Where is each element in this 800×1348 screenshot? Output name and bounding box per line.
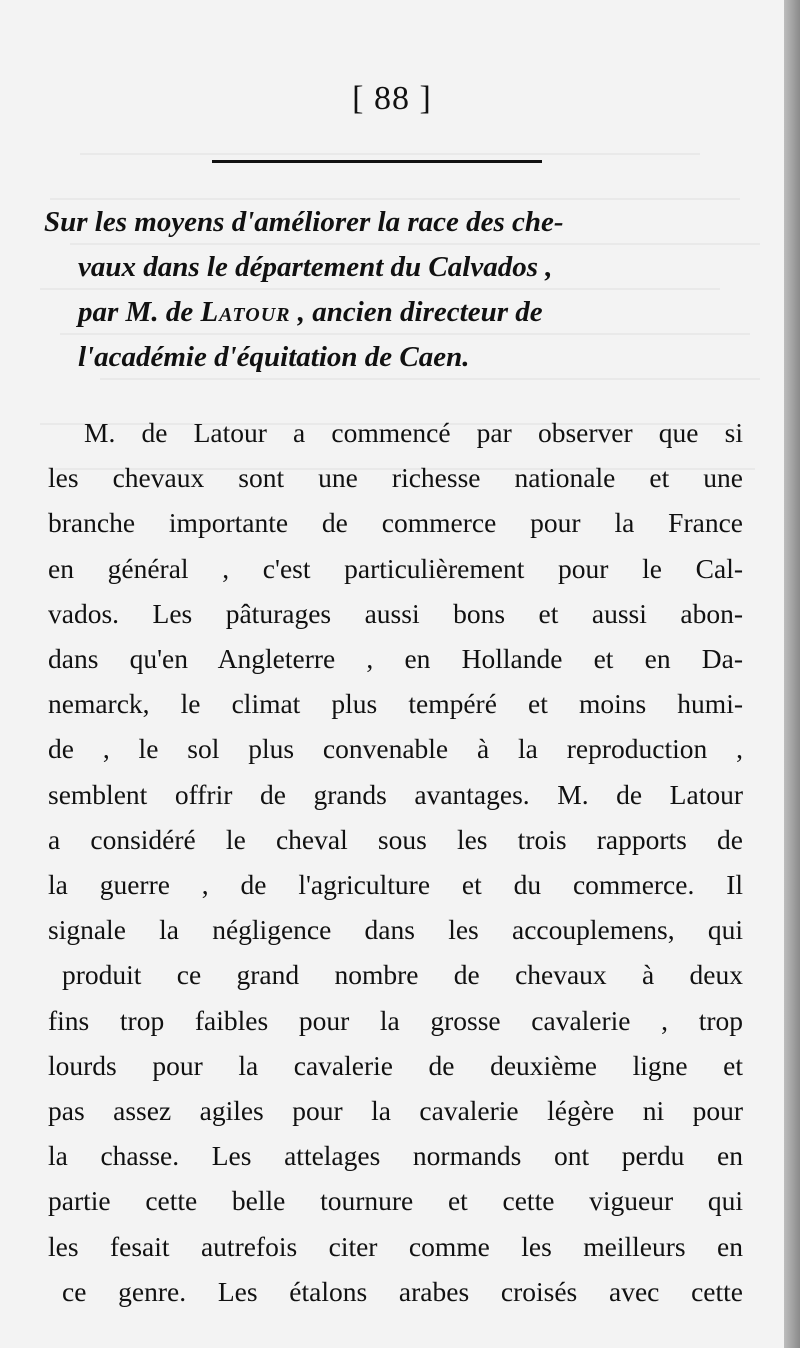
text-line: lourds pour la cavalerie de deuxième ligne et xyxy=(48,1049,743,1081)
heading-line-4: l'académie d'équitation de Caen. xyxy=(78,341,470,373)
page-number: [ 88 ] xyxy=(352,80,432,117)
text-line: M. de Latour a commencé par observer que si xyxy=(84,417,743,448)
text-line: de , le sol plus convenable à la reproduction , xyxy=(48,733,743,765)
text-line: fins trop faibles pour la grosse cavalerie , trop xyxy=(48,1004,743,1036)
text-line: ce genre. Les étalons arabes croisés avec cette xyxy=(62,1275,743,1307)
text-line: la chasse. Les attelages normands ont perdu en xyxy=(48,1140,743,1172)
heading-line-3-end: , ancien directeur de xyxy=(290,296,543,328)
text-line: partie cette belle tournure et cette vigueur qui xyxy=(48,1185,743,1217)
text-line: branche importante de commerce pour la France xyxy=(48,507,743,539)
text-line: les chevaux sont une richesse nationale et une xyxy=(48,462,743,494)
text-line: pas assez agiles pour la cavalerie légère ni pour xyxy=(48,1095,743,1127)
article-heading xyxy=(44,200,744,380)
body-paragraph xyxy=(48,410,743,1314)
text-line: vados. Les pâturages aussi bons et aussi abon- xyxy=(48,597,743,629)
book-spine-edge xyxy=(784,0,800,1348)
text-line: dans qu'en Angleterre , en Hollande et en Da- xyxy=(48,643,743,675)
text-line: en général , c'est particulièrement pour le Cal- xyxy=(48,552,743,584)
heading-line-3 xyxy=(44,290,744,335)
text-line: semblent offrir de grands avantages. M. de Latour xyxy=(48,778,743,810)
heading-line-2: vaux dans le département du Calvados , xyxy=(78,251,553,283)
text-line: produit ce grand nombre de chevaux à deux xyxy=(62,959,743,991)
title-rule xyxy=(212,160,542,163)
text-line: nemarck, le climat plus tempéré et moins humi- xyxy=(48,688,743,720)
heading-line-3-start: par M. de xyxy=(78,296,201,328)
author-name: Latour xyxy=(200,296,291,328)
heading-line-1: Sur les moyens d'améliorer la race des che- xyxy=(44,206,564,238)
text-line: la guerre , de l'agriculture et du commerce. Il xyxy=(48,869,743,901)
text-line: signale la négligence dans les accouplemens, qui xyxy=(48,914,743,946)
text-line: les fesait autrefois citer comme les meilleurs en xyxy=(48,1230,743,1262)
text-line: a considéré le cheval sous les trois rapports de xyxy=(48,823,743,855)
